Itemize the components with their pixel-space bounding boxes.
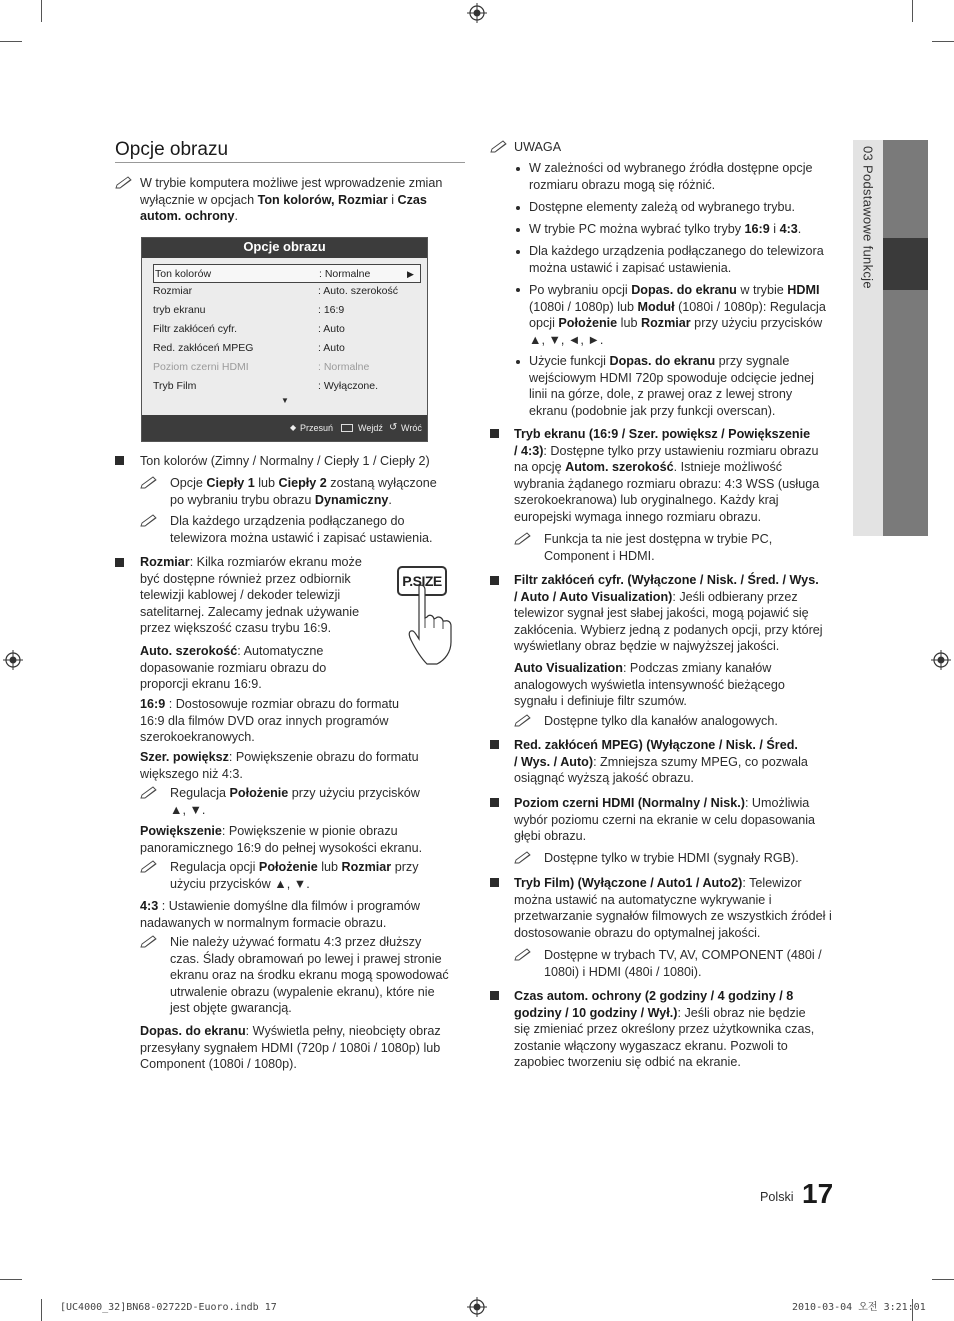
section-tab-marker (883, 238, 928, 290)
note-icon (490, 139, 510, 153)
auto-visualization-text: Auto Visualization: Podczas zmiany kanałów analogowych wyświetla intensywność bieżącego sygnału i definiuje filtr szumów. (514, 661, 785, 709)
bullet-square (115, 456, 124, 465)
crop-mark (932, 41, 954, 42)
osd-menu-row[interactable] (153, 320, 421, 339)
osd-menu-row[interactable] (153, 339, 421, 358)
uwaga-item: Po wybraniu opcji Dopas. do ekranu w trybie HDMI (1080i / 1080p) lub Moduł (1080i / 1080p): Regulacja opcji Położenie lub Rozmiar przy użyciu przycisków ▲, ▼, ◄, ►. (529, 283, 826, 347)
osd-menu-row-disabled (153, 358, 421, 377)
uwaga-item: W trybie PC można wybrać tylko tryby 16:9 i 4:3. (529, 222, 802, 236)
crop-mark (932, 1279, 954, 1280)
osd-menu-row[interactable] (153, 301, 421, 320)
ton-note-2: Dla każdego urządzenia podłączanego do telewizora można ustawić i zapisać ustawienia. (170, 514, 433, 545)
section-tab-band (883, 290, 928, 536)
note-icon (140, 859, 160, 873)
bullet-dot (516, 167, 520, 171)
arrow-right-icon: ▶ (407, 269, 414, 279)
bullet-dot (516, 250, 520, 254)
note-icon (115, 175, 135, 189)
filtr-text: Filtr zakłóceń cyfr. (Wyłączone / Nisk. / Śred. / Wys. / Auto / Auto Visualization): Jeśli odbierany przez telewizor sygnał jest słabej jakości, mogą pojawić się zakłócenia. Wybierz jedną z podanych opcji, przy której wyświetlany obraz będzie w najwyższej jakości. (514, 573, 823, 654)
print-file-info: [UC4000_32]BN68-02722D-Euoro.indb 17 (60, 1302, 277, 1313)
bullet-square (490, 878, 499, 887)
note-icon (514, 947, 534, 961)
bullet-dot (516, 228, 520, 232)
ton-heading: Ton kolorów (Zimny / Normalny / Ciepły 1 / Ciepły 2) (140, 454, 430, 468)
osd-menu-row-label: Rozmiar (153, 285, 193, 297)
osd-menu-row-label: Ton kolorów (155, 268, 212, 280)
bullet-dot (516, 206, 520, 210)
note-icon (140, 475, 160, 489)
page-number: 17 (802, 1178, 834, 1209)
osd-menu-row-selected[interactable] (153, 264, 421, 283)
crop-mark (41, 0, 42, 22)
page-title: Opcje obrazu (115, 139, 229, 160)
osd-menu-row[interactable] (153, 282, 421, 301)
osd-menu-row-value: : Normalne (318, 361, 370, 373)
osd-menu-row-label: Filtr zakłóceń cyfr. (153, 323, 238, 335)
uwaga-item: Dla każdego urządzenia podłączanego do telewizora można ustawić i zapisać ustawienia. (529, 244, 824, 275)
note-icon (514, 531, 534, 545)
powiekszenie-text: Powiększenie: Powiększenie w pionie obrazu panoramicznego 16:9 do pełnej wysokości ekranu. (140, 824, 423, 855)
osd-menu-row-value: : Auto (318, 342, 345, 354)
crop-mark (912, 0, 913, 22)
page-language: Polski (760, 1190, 794, 1204)
dopas-text: Dopas. do ekranu: Wyświetla pełny, nieobcięty obraz przesyłany sygnałem HDMI (720p / 1080i / 1080p) lub Component (1080i / 1080p). (140, 1024, 441, 1072)
enter-icon (341, 424, 353, 432)
crop-mark (0, 1279, 22, 1280)
szer-note: Regulacja Położenie przy użyciu przycisków ▲, ▼. (170, 786, 420, 817)
rozmiar-text: Rozmiar: Kilka rozmiarów ekranu może być dostępne również przez odbiornik telewizji kablowej / dekoder telewizji satelitarnej. Zalecamy jednak używanie przez większość czasu trybu 16:9. (140, 555, 362, 636)
auto-visualization-note: Dostępne tylko dla kanałów analogowych. (544, 714, 778, 728)
szer-powieksz-text: Szer. powiększ: Powiększenie obrazu do formatu większego niż 4:3. (140, 750, 419, 781)
osd-menu-footer (142, 415, 427, 441)
bullet-dot (516, 288, 520, 292)
bullet-square (490, 991, 499, 1000)
note-icon (514, 713, 534, 727)
osd-menu-row-value: : Auto. szerokość (318, 285, 398, 297)
bullet-square (490, 576, 499, 585)
uwaga-item: W zależności od wybranego źródła dostępne opcje rozmiaru obrazu mogą się różnić. (529, 161, 813, 192)
bullet-square (490, 798, 499, 807)
osd-menu-row[interactable] (153, 377, 421, 396)
r43-text: 4:3 : Ustawienie domyślne dla filmów i programów nadawanych w normalnym formacie obrazu. (140, 899, 420, 930)
intro-note: W trybie komputera możliwe jest wprowadzenie zmian wyłącznie w opcjach Ton kolorów, Rozmiar i Czas autom. ochrony. (140, 176, 443, 224)
title-rule (115, 162, 465, 163)
registration-mark-icon (467, 1297, 487, 1317)
osd-menu-row-label: Tryb Film (153, 380, 197, 392)
note-icon (140, 513, 160, 527)
osd-menu-row-label: Poziom czerni HDMI (153, 361, 249, 373)
print-date-info: 2010-03-04 오전 3:21:01 (792, 1302, 926, 1313)
footer-enter-label: Wejdź (358, 423, 383, 433)
hand-press-icon (403, 584, 465, 666)
auto-szerokosc-text: Auto. szerokość: Automatyczne dopasowanie rozmiaru obrazu do proporcji ekranu 16:9. (140, 644, 327, 692)
uwaga-item: Użycie funkcji Dopas. do ekranu przy sygnale wejściowym HDMI 720p spowoduje odcięcie jednej linii na górze, dole, z prawej oraz z lewej strony ekranu (podobnie jak przy funkcji overscan). (529, 354, 814, 418)
tryb-ekranu-text: Tryb ekranu (16:9 / Szer. powiększ / Powiększenie / 4:3): Dostępne tylko przy ustawieniu rozmiaru obrazu na opcję Autom. szerokość. Istnieje możliwość wybrania żądanego rozmiaru obrazu: 4:3 WSS (usługa szerokoekranowa) lub oryginalnego. Każdy kraj europejski wymaga innego rozmiaru obrazu. (514, 427, 820, 524)
uwaga-item: Dostępne elementy zależą od wybranego trybu. (529, 200, 796, 214)
bullet-square (115, 558, 124, 567)
ton-note-1: Opcje Ciepły 1 lub Ciepły 2 zostaną wyłączone po wybraniu trybu obrazu Dynamiczny. (170, 476, 437, 507)
osd-menu-row-value: : Normalne (319, 268, 371, 280)
registration-mark-icon (931, 650, 951, 670)
osd-menu-row-value: : Wyłączone. (318, 380, 379, 392)
bullet-dot (516, 360, 520, 364)
poziom-czerni-text: Poziom czerni HDMI (Normalny / Nisk.): Umożliwia wybór poziomu czerni na ekranie w celu dopasowania głębi obrazu. (514, 796, 816, 844)
r43-note: Nie należy używać formatu 4:3 przez dłuższy czas. Ślady obramowań po lewej i prawej stronie ekranu oraz na środku ekranu mogą spowodować utrwalenie obrazu (wypalenie ekranu), które nie jest objęte gwarancją. (170, 935, 449, 1016)
bullet-square (490, 429, 499, 438)
crop-mark (0, 41, 22, 42)
psize-button[interactable]: P.SIZE (397, 566, 447, 596)
section-tab-label: 03 Podstawowe funkcje (860, 146, 876, 289)
crop-mark (41, 1299, 42, 1321)
up-down-icon: ◆ (290, 423, 297, 432)
osd-menu-row-value: : Auto (318, 323, 345, 335)
bullet-square (490, 740, 499, 749)
section-tab-band (883, 140, 928, 238)
registration-mark-icon (3, 650, 23, 670)
return-icon: ↺ (389, 422, 398, 433)
note-icon (140, 934, 160, 948)
scroll-down-icon[interactable]: ▼ (281, 396, 289, 405)
osd-menu-row-value: : 16:9 (318, 304, 345, 316)
uwaga-heading: UWAGA (514, 140, 562, 154)
powiekszenie-note: Regulacja opcji Położenie lub Rozmiar przy użyciu przycisków ▲, ▼. (170, 860, 419, 891)
registration-mark-icon (467, 3, 487, 23)
footer-back-label: Wróć (401, 423, 422, 433)
tryb-film-text: Tryb Film) (Wyłączone / Auto1 / Auto2): Telewizor można ustawić na automatyczne wykrywanie i przetwarzanie sygnałów filmowych ze wszystkich źródeł i dostosowanie obrazu do optymalnej jakości. (514, 876, 832, 940)
footer-move-label: Przesuń (300, 423, 334, 433)
osd-menu (141, 237, 428, 442)
czas-autom-ochrony-text: Czas autom. ochrony (2 godziny / 4 godziny / 8 godziny / 10 godziny / Wył.): Jeśli obraz nie będzie się zmieniać przez określony przez użytkownika czas, zostanie włączony wygaszacz ekranu. Pozwoli to zapobiec tworzeniu się odbić na ekranie. (514, 989, 815, 1070)
tryb-ekranu-note: Funkcja ta nie jest dostępna w trybie PC, Component i HDMI. (544, 532, 773, 563)
poziom-czerni-note: Dostępne tylko w trybie HDMI (sygnały RGB). (544, 851, 799, 865)
tryb-film-note: Dostępne w trybach TV, AV, COMPONENT (480i / 1080i) i HDMI (480i / 1080i). (544, 948, 822, 979)
osd-menu-row-label: tryb ekranu (153, 304, 206, 316)
note-icon (514, 850, 534, 864)
r169-text: 16:9 : Dostosowuje rozmiar obrazu do formatu 16:9 dla filmów DVD oraz innych programów szerokoekranowych. (140, 697, 400, 745)
osd-menu-row-label: Red. zakłóceń MPEG (153, 342, 254, 354)
osd-menu-title: Opcje obrazu (142, 238, 427, 258)
note-icon (140, 785, 160, 799)
red-zaklocen-text: Red. zakłóceń MPEG) (Wyłączone / Nisk. / Śred. / Wys. / Auto): Zmniejsza szumy MPEG, co pozwala osiągnąć wyższą jakość obrazu. (514, 738, 808, 786)
